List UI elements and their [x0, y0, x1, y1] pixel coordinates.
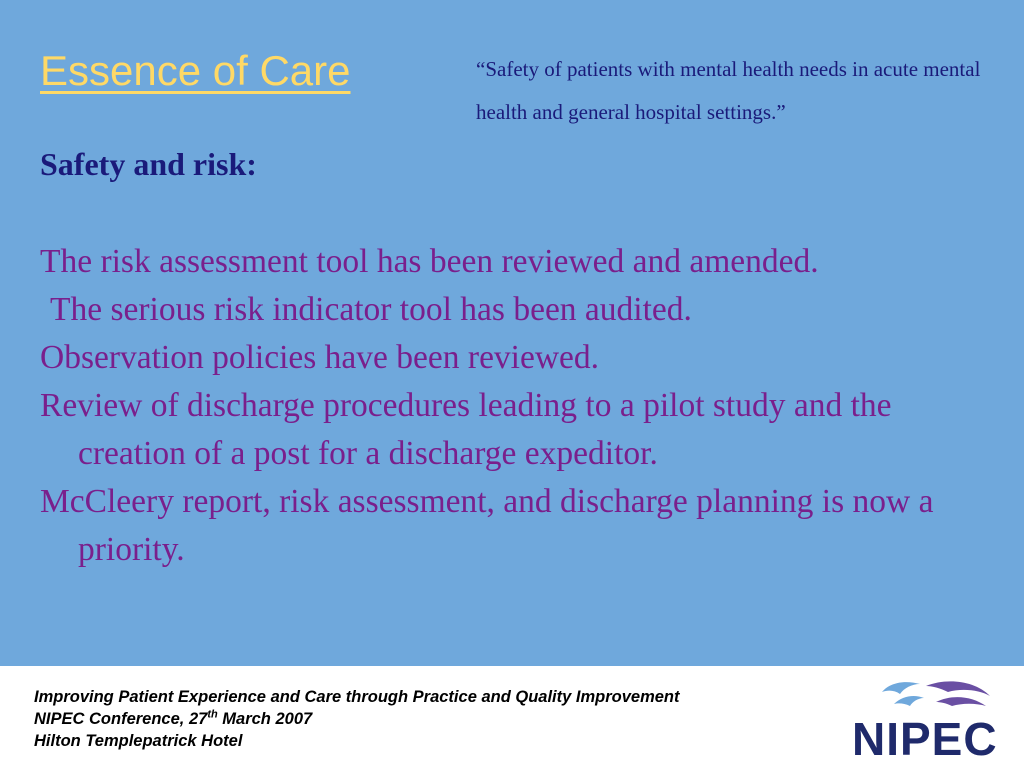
bullet-item: The serious risk indicator tool has been audited.	[50, 291, 692, 328]
footer-line-3: Hilton Templepatrick Hotel	[34, 732, 243, 750]
footer-line-1: Improving Patient Experience and Care through Practice and Quality Improvement	[34, 688, 680, 706]
bullet-item: McCleery report, risk assessment, and discharge planning is now a priority.	[40, 483, 934, 568]
bullet-list	[40, 238, 990, 574]
nipec-swoosh-icon	[876, 678, 996, 718]
footer-date-suffix: March 2007	[217, 710, 313, 728]
footer-date-superscript: th	[207, 708, 218, 721]
bullet-item: Observation policies have been reviewed.	[40, 339, 600, 376]
footer	[0, 666, 1024, 768]
logo-text: NIPEC	[852, 713, 998, 765]
footer-line-2	[34, 708, 680, 730]
slide-title: Essence of Care	[40, 47, 351, 94]
bullet-item: The risk assessment tool has been reviewed and amended.	[40, 243, 819, 280]
nipec-logo	[850, 678, 1020, 764]
section-subtitle: Safety and risk:	[40, 146, 257, 182]
slide-quote: “Safety of patients with mental health needs in acute mental health and general hospital settings.”	[476, 57, 981, 124]
footer-text	[34, 686, 680, 752]
footer-date-prefix: NIPEC Conference, 27	[34, 710, 208, 728]
bullet-item: Review of discharge procedures leading to a pilot study and the creation of a post for a discharge expeditor.	[40, 387, 892, 472]
